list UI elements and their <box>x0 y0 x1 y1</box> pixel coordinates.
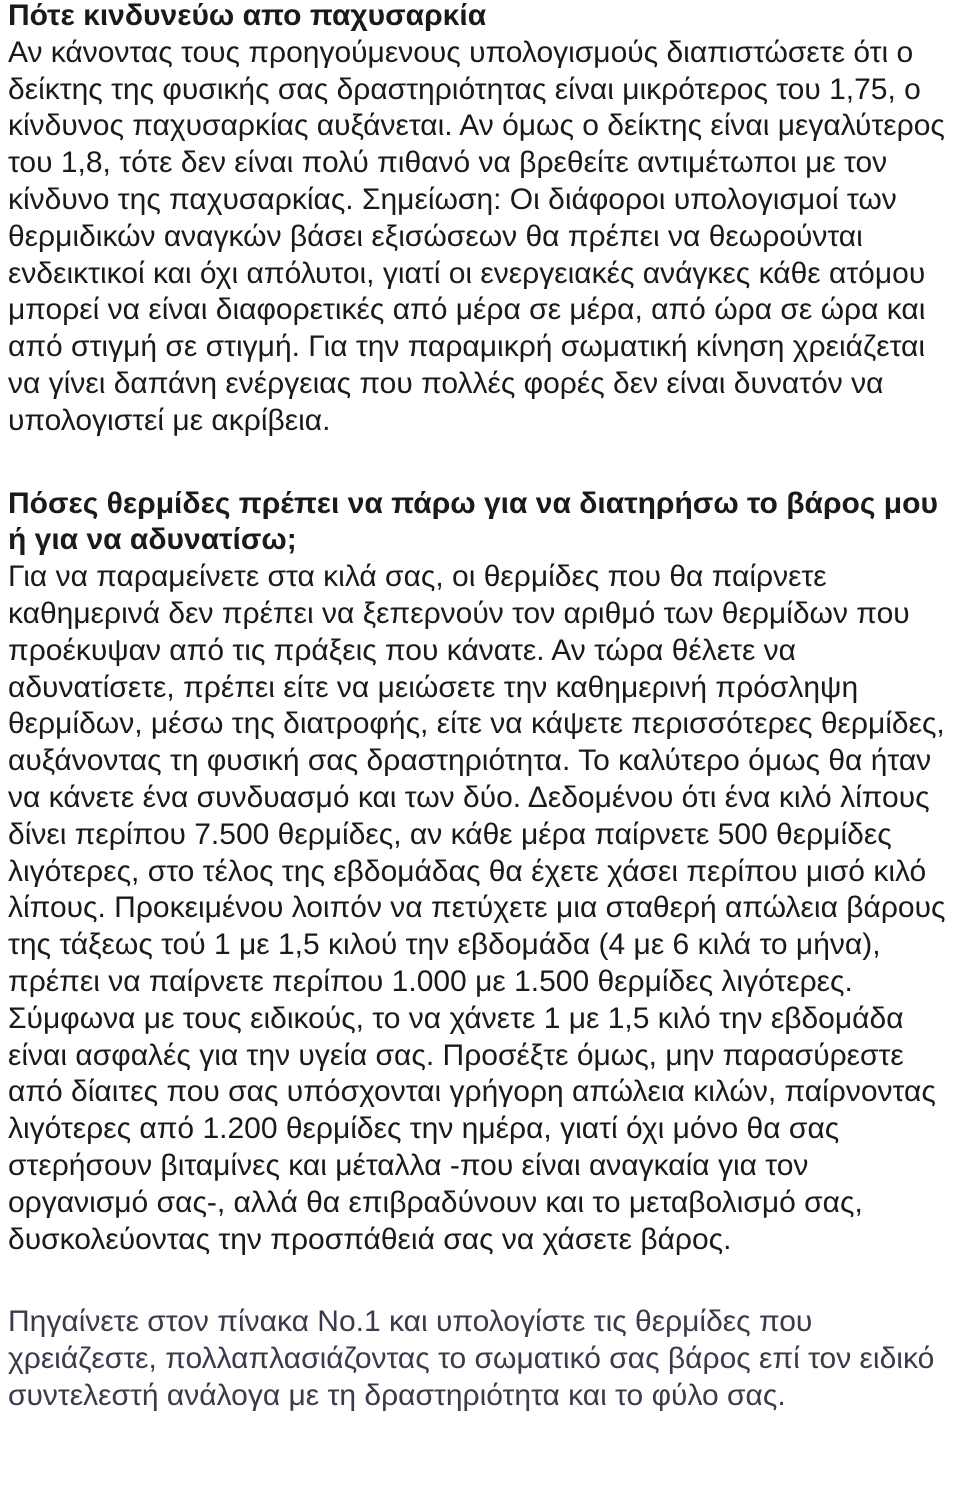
section-table-instruction <box>8 1304 950 1414</box>
section-obesity-risk <box>8 0 950 440</box>
instruction-paragraph: Πηγαίνετε στον πίνακα Νο.1 και υπολογίστε τις θερμίδες που χρειάζεστε, πολλαπλασιάζοντας το σωματικό σας βάρος επί τον ειδικό συντελεστή ανάλογα με τη δραστηριότητα και το φύλο σας. <box>8 1305 935 1412</box>
section-body: Για να παραμείνετε στα κιλά σας, οι θερμίδες που θα παίρνετε καθημερινά δεν πρέπει να ξεπερνούν τον αριθμό των θερμίδων που προέκυψαν από τις πράξεις που κάνατε. Αν τώρα θέλετε να αδυνατίσετε, πρέπει είτε να μειώσετε την καθημερινή πρόσληψη θερμίδων, μέσω της διατροφής, είτε να κάψετε περισσότερες θερμίδες, αυξάνοντας τη φυσική σας δραστηριότητα. Το καλύτερο όμως θα ήταν να κάνετε ένα συνδυασμό και των δύο. Δεδομένου ότι ένα κιλό λίπους δίνει περίπου 7.500 θερμίδες, αν κάθε μέρα παίρνετε 500 θερμίδες λιγότερες, στο τέλος της εβδομάδας θα έχετε χάσει περίπου μισό κιλό λίπους. Προκειμένου λοιπόν να πετύχετε μια σταθερή απώλεια βάρους της τάξεως τού 1 με 1,5 κιλού την εβδομάδα (4 με 6 κιλά το μήνα), πρέπει να παίρνετε περίπου 1.000 με 1.500 θερμίδες λιγότερες. Σύμφωνα με τους ειδικούς, το να χάνετε 1 με 1,5 κιλό την εβδομάδα είναι ασφαλές για την υγεία σας. Προσέξτε όμως, μην παρασύρεστε από δίαιτες που σας υπόσχονται γρήγορη απώλεια κιλών, παίρνοντας λιγότερες από 1.200 θερμίδες την ημέρα, γιατί όχι μόνο θα σας στερήσουν βιταμίνες και μέταλλα -που είναι αναγκαία για τον οργανισμό σας-, αλλά θα επιβραδύνουν και το μεταβολισμό σας, δυσκολεύοντας την προσπάθειά σας να χάσετε βάρος. <box>8 560 946 1256</box>
section-calories-needed <box>8 486 950 1259</box>
section-heading: Πότε κινδυνεύω απο παχυσαρκία <box>8 0 487 32</box>
section-body: Αν κάνοντας τους προηγούμενους υπολογισμούς διαπιστώσετε ότι ο δείκτης της φυσικής σας δραστηριότητας είναι μικρότερος του 1,75, ο κίνδυνος παχυσαρκίας αυξάνεται. Αν όμως ο δείκτης είναι μεγαλύτερος του 1,8, τότε δεν είναι πολύ πιθανό να βρεθείτε αντιμέτωποι με τον κίνδυνο της παχυσαρκίας. Σημείωση: Οι διάφοροι υπολογισμοί των θερμιδικών αναγκών βάσει εξισώσεων θα πρέπει να θεωρούνται ενδεικτικοί και όχι απόλυτοι, γιατί οι ενεργειακές ανάγκες κάθε ατόμου μπορεί να είναι διαφορετικές από μέρα σε μέρα, από ώρα σε ώρα και από στιγμή σε στιγμή. Για την παραμικρή σωματική κίνηση χρειάζεται να γίνει δαπάνη ενέργειας που πολλές φορές δεν είναι δυνατόν να υπολογιστεί με ακρίβεια. <box>8 35 945 437</box>
section-heading: Πόσες θερμίδες πρέπει να πάρω για να διατηρήσω το βάρος μου ή για να αδυνατίσω; <box>8 486 938 557</box>
